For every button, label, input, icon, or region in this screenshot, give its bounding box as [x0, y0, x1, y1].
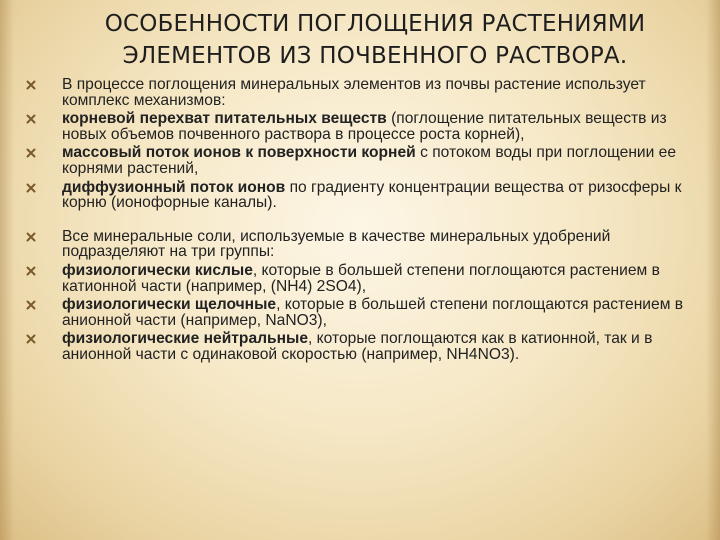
bullet-bold-text: корневой перехват питательных веществ	[62, 110, 387, 128]
bullet-bold-text: физиологически кислые	[62, 261, 253, 279]
bullet-bold-text: массовый поток ионов к поверхности корней	[62, 144, 416, 162]
x-mark-icon	[26, 114, 36, 124]
bullet-text: (поглощение питательных веществ из новых объемов почвенного раствора в процессе роста корней),	[62, 110, 667, 143]
slide-title-line-1: ОСОБЕННОСТИ ПОГЛОЩЕНИЯ РАСТЕНИЯМИ	[104, 11, 646, 37]
x-mark-icon	[26, 148, 36, 158]
bullet-item	[26, 145, 702, 176]
bullet-item	[26, 77, 702, 108]
bullet-bold-text: диффузионный поток ионов	[62, 178, 286, 196]
bullet-list-mechanisms	[26, 77, 702, 211]
slide-content	[26, 77, 702, 363]
bullet-item	[26, 111, 702, 142]
bullet-item	[26, 229, 702, 260]
bullet-bold-text: физиологические нейтральные	[62, 330, 309, 348]
slide-title-line-2: ЭЛЕМЕНТОВ ИЗ ПОЧВЕННОГО РАСТВОРА.	[122, 43, 628, 69]
slide-edge-left	[0, 0, 14, 540]
bullet-text: , которые в большей степени поглощаются растением в анионной части (например, NaNO3),	[62, 296, 684, 329]
bullet-item	[26, 297, 702, 328]
bullet-item	[26, 180, 702, 211]
x-mark-icon	[26, 183, 36, 193]
x-mark-icon	[26, 300, 36, 310]
x-mark-icon	[26, 232, 36, 242]
bullet-text: В процессе поглощения минеральных элементов из почвы растение использует комплекс механизмов:	[62, 76, 646, 109]
bullet-item	[26, 263, 702, 294]
x-mark-icon	[26, 266, 36, 276]
slide-title	[60, 8, 690, 72]
x-mark-icon	[26, 334, 36, 344]
bullet-text: Все минеральные соли, используемые в качестве минеральных удобрений подразделяют на три группы:	[62, 227, 611, 261]
bullet-list-fertilizer-groups	[26, 229, 702, 363]
bullet-item	[26, 331, 702, 362]
bullet-text: с потоком воды при поглощении ее корнями растений,	[62, 144, 677, 177]
x-mark-icon	[26, 80, 36, 90]
bullet-text: по градиенту концентрации вещества от ризосферы к корню (ионофорные каналы).	[62, 178, 682, 212]
bullet-bold-text: физиологически щелочные	[62, 296, 277, 314]
slide-edge-right	[706, 0, 720, 540]
bullet-text: , которые в большей степени поглощаются растением в катионной части (например, (NH4) 2SO4),	[62, 261, 660, 295]
bullet-text: , которые поглощаются как в катионной, так и в анионной части с одинаковой скоростью (например, NH4NO3).	[62, 330, 653, 363]
